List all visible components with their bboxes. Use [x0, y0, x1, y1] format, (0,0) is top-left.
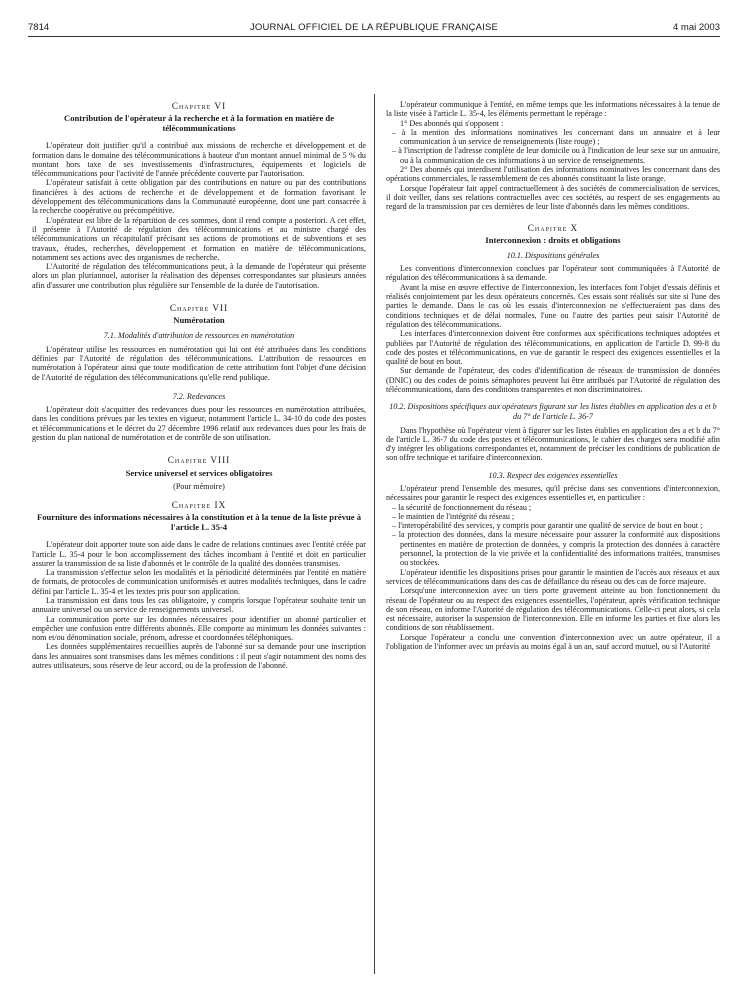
section-heading: 10.2. Dispositions spécifiques aux opérateurs figurant sur les listes établies en application des a et b du 7° de l'article L. 36-7 [389, 402, 717, 421]
page-number: 7814 [28, 22, 50, 33]
paragraph: Lorsque l'opérateur fait appel contractuellement à des sociétés de commercialisation de services, il doit veiller, dans ses relations contractuelles avec ces sociétés, au respect de ses engagements au regard de la transmission par ces dernières de leur liste d'abonnés dans les mêmes conditions. [386, 183, 720, 212]
column-divider [374, 94, 375, 974]
list-item: 1° Des abonnés qui s'opposent : [400, 118, 504, 128]
paragraph: Les données supplémentaires recueillies auprès de l'abonné sur sa demande pour une inscription dans les annuaires sont transmises dans les mêmes conditions : il peut s'agir notamment des noms des autres utilisateurs, sous réserve de leur accord, ou de la profession de l'abonné. [32, 642, 366, 671]
paragraph: L'opérateur prend l'ensemble des mesures, qu'il précise dans ses conventions d'interconnexion, nécessaires pour garantir le respect des exigences essentielles et, en particulier : [386, 483, 720, 503]
section-heading: 7.1. Modalités d'attribution de ressources en numérotation [103, 331, 295, 341]
paragraph: L'opérateur satisfait à cette obligation par des contributions en nature ou par des contributions financières à des actions de recherche et de développement et de formation favorisant le développement des télécommunications dans la Communauté européenne, dont une part consacrée à la recherche coopérative ou précompétitive. [32, 178, 366, 216]
page-header [28, 22, 720, 36]
section-heading: 10.3. Respect des exigences essentielles [488, 470, 618, 480]
paragraph: L'opérateur doit s'acquitter des redevances dues pour les ressources en numérotation attribuées, dans les conditions prévues par les textes en vigueur, notamment l'article L. 34-10 du code des postes et télécommunications et le décret du 27 décembre 1996 relatif aux redevances dues pour les frais de gestion du plan national de numérotation et de contrôle de son utilisation. [32, 405, 366, 443]
list-item: – la protection des données, dans la mesure nécessaire pour assurer la conformité aux dispositions pertinentes en matière de protection de données, y compris la protection des données à caractère personnel, la protection de la vie privée et la confidentialité des informations traitées, transmises ou stockées. [392, 530, 720, 568]
paragraph: Lorsqu'une interconnexion avec un tiers porte gravement atteinte au bon fonctionnement du réseau de l'opérateur ou au respect des exigences essentielles, l'opérateur, après vérification technique de son réseau, en informe l'Autorité de régulation des télécommunications. Celle-ci peut alors, si cela est nécessaire, autoriser la suspension de l'interconnexion. Elle en informe les parties et fixe alors les conditions de son rétablissement. [386, 586, 720, 633]
paragraph: L'opérateur communique à l'entité, en même temps que les informations nécessaires à la tenue de la liste visée à l'article L. 35-4, les éléments permettant le repérage : [386, 100, 720, 119]
chapter-title: Numérotation [173, 315, 225, 326]
memo-note: (Pour mémoire) [173, 481, 225, 491]
paragraph: La communication porte sur les données nécessaires pour identifier un abonné particulier et empêcher une confusion entre différents abonnés. Elle comporte au minimum les données suivantes : nom et/ou dénomination sociale, prénom, adresse et coordonnées téléphoniques. [32, 614, 366, 643]
chapter-heading: Chapitre X [527, 222, 579, 233]
list-item: 2° Des abonnés qui interdisent l'utilisation des informations nominatives les concernant dans des opérations commerciales, le rassemblement de ces abonnés constituant la liste orange. [386, 165, 720, 184]
paragraph: Avant la mise en œuvre effective de l'interconnexion, les interfaces font l'objet d'essais définis et réalisés conjointement par les deux opérateurs concernés. Ces essais sont réalisés sur site si l'une des parties le demande. Dans le cas où les essais d'interconnexion ne s'effectueraient pas dans des conditions techniques et de délai normales, l'une ou l'autre des parties peut saisir l'Autorité de régulation des télécommunications. [386, 282, 720, 329]
journal-title: JOURNAL OFFICIEL DE LA RÉPUBLIQUE FRANÇAISE [249, 22, 499, 33]
chapter-title: Interconnexion : droits et obligations [485, 234, 621, 245]
paragraph: Lorsque l'opérateur a conclu une convention d'interconnexion avec un autre opérateur, il a l'obligation de l'informer avec un préavis au moins égal à un an, sauf accord mutuel, ou si l'Autorité [386, 632, 720, 652]
paragraph: La transmission est dans tous les cas obligatoire, y compris lorsque l'opérateur souhaite tenir un annuaire universel ou un service de renseignements universel. [32, 595, 366, 615]
section-heading: 7.2. Redevances [172, 391, 226, 401]
chapter-title: Contribution de l'opérateur à la recherche et à la formation en matière de télécommunications [63, 113, 335, 134]
chapter-heading: Chapitre VII [169, 303, 229, 314]
paragraph: L'opérateur doit justifier qu'il a contribué aux missions de recherche et développement et de formation dans le domaine des télécommunications à hauteur d'un montant annuel minimal de 5 % du montant hors taxe de ses investissements d'infrastructures, équipements et logiciels de télécommunications pour l'activité de l'année précédente couverte par l'autorisation. [32, 141, 366, 179]
paragraph: L'opérateur identifie les dispositions prises pour garantir le maintien de l'accès aux réseaux et aux services de télécommunications dans des cas de défaillance du réseau ou des cas de force majeure. [386, 567, 720, 586]
paragraph: Sur demande de l'opérateur, des codes d'identification de réseaux de transmission de données (DNIC) ou des codes de points sémaphores peuvent lui être attribués par l'Autorité de régulation des télécommunications, dans des conditions transparentes et non discriminatoires. [386, 366, 720, 395]
paragraph: L'opérateur doit apporter toute son aide dans le cadre de relations continues avec l'entité créée par l'article L. 35-4 pour le bon accomplissement des tâches incombant à l'entité et doit en particulier assurer la transmission de sa liste d'abonnés et le contrôle de la qualité des données transmises. [32, 540, 366, 568]
paragraph: L'Autorité de régulation des télécommunications peut, à la demande de l'opérateur qui présente alors un plan pluriannuel, autoriser la réalisation des dépenses correspondantes sur plusieurs années afin d'assurer une contribution plus régulière sur l'ensemble de la durée de l'autorisation. [32, 262, 366, 290]
chapter-title: Fourniture des informations nécessaires à la constitution et à la tenue de la liste prévue à l'article L. 35-4 [36, 512, 362, 533]
paragraph: Dans l'hypothèse où l'opérateur vient à figurer sur les listes établies en application des a et b du 7° de l'article L. 36-7 du code des postes et télécommunications, le cahier des charges sera modifié afin d'y intégrer les obligations correspondantes et, notamment de préciser les conditions de publication de son offre technique et tarifaire d'interconnexion. [386, 425, 720, 463]
list-item: – l'interopérabilité des services, y compris pour garantir une qualité de service de bout en bout ; [392, 521, 703, 531]
left-column [32, 94, 366, 670]
paragraph: La transmission s'effectue selon les modalités et la périodicité déterminées par l'entité en matière de formats, de protocoles de communication uniformisés et autres modalités techniques, dans le cadre défini par l'article L. 35-4 et les textes pris pour son application. [32, 568, 366, 596]
paragraph: Les interfaces d'interconnexion doivent être conformes aux spécifications techniques adoptées et publiées par l'Autorité de régulation des télécommunications, en application de l'article D. 99-8 du code des postes et télécommunications, en vue de garantir le respect des exigences essentielles et la qualité de bout en bout. [386, 329, 720, 367]
paragraph: Les conventions d'interconnexion conclues par l'opérateur sont communiquées à l'Autorité de régulation des télécommunications à sa demande. [386, 264, 720, 283]
list-item: – à la mention des informations nominatives les concernant dans un annuaire et à leur communication à un service de renseignements (liste rouge) ; [392, 127, 720, 147]
chapter-title: Service universel et services obligatoires [125, 467, 273, 478]
right-column [386, 100, 720, 651]
header-rule [28, 36, 720, 37]
list-item: – à l'inscription de l'adresse complète de leur domicile ou à l'indication de leur sexe sur un annuaire, ou à la communication de ces informations à un service de renseignements. [392, 146, 720, 165]
chapter-heading: Chapitre VI [171, 101, 227, 111]
paragraph: L'opérateur utilise les ressources en numérotation qui lui ont été attribuées dans les conditions définies par l'Autorité de régulation des télécommunications. L'attribution de ressources en numérotation à l'opérateur ainsi que toute modification de cette attribution font l'objet d'une décision de l'Autorité de régulation des télécommunications qu'elle rend publique. [32, 344, 366, 382]
chapter-heading: Chapitre IX [171, 499, 227, 510]
section-heading: 10.1. Dispositions générales [506, 250, 600, 260]
chapter-heading: Chapitre VIII [167, 455, 231, 466]
list-item: – la sécurité de fonctionnement du réseau ; [392, 502, 532, 512]
publication-date: 4 mai 2003 [672, 22, 720, 33]
list-item: – le maintien de l'intégrité du réseau ; [392, 511, 515, 521]
paragraph: L'opérateur est libre de la répartition de ces sommes, dont il rend compte a posteriori. A cet effet, il présente à l'Autorité de régulation des télécommunications et au ministre chargé des télécommunications un récapitulatif précisant ses actions de promotions et de subventions et ses travaux, études, recherches, développement et formation en matière de télécommunications, notamment ses actions avec des organismes de recherche. [32, 215, 366, 262]
